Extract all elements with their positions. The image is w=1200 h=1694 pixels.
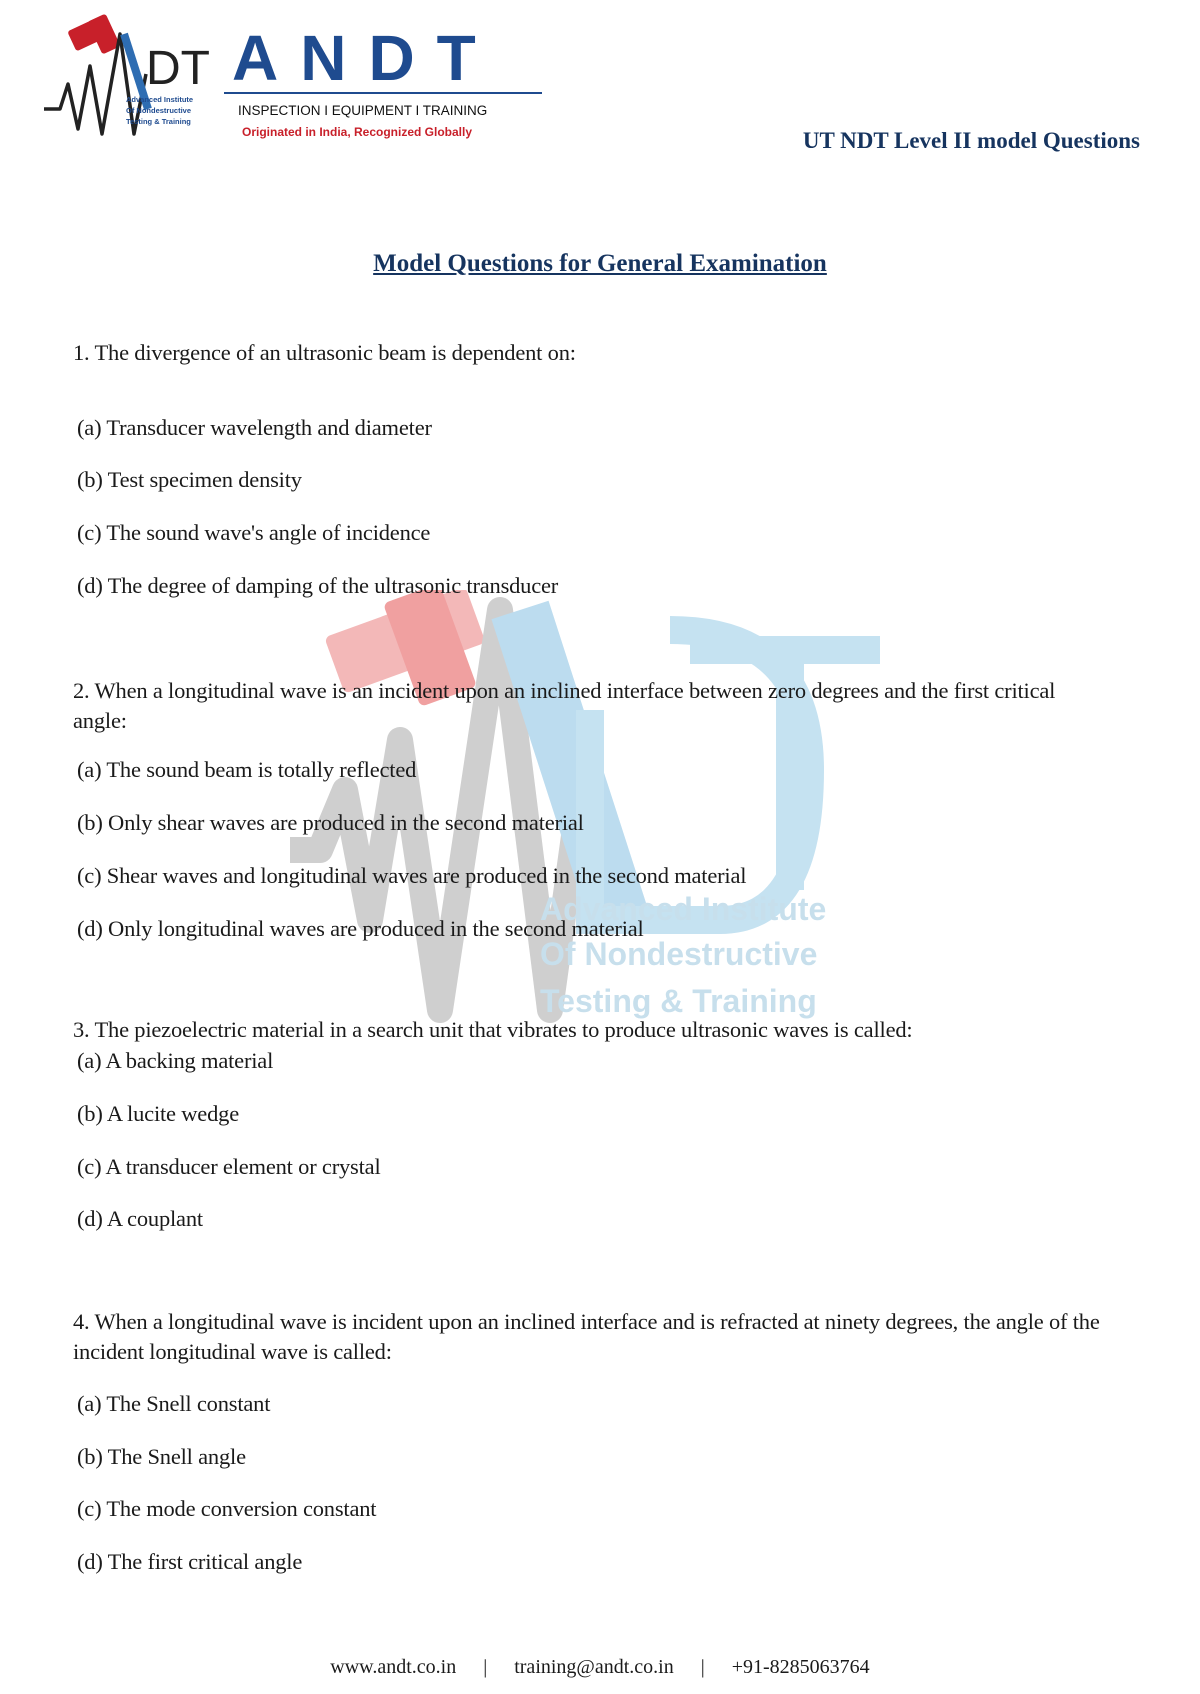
question-3-option-b: (b) A lucite wedge bbox=[77, 1101, 239, 1126]
footer-separator: | bbox=[700, 1656, 705, 1678]
question-4-option-d: (d) The first critical angle bbox=[77, 1549, 303, 1574]
footer-separator: | bbox=[483, 1656, 488, 1678]
page-title: Model Questions for General Examination bbox=[373, 250, 827, 277]
watermark-text-line-3: Testing & Training bbox=[540, 983, 817, 1019]
question-1-text: 1. The divergence of an ultrasonic beam is dependent on: bbox=[73, 340, 576, 365]
logo-institute-line-1: Advanced Institute bbox=[126, 95, 194, 104]
question-1-option-c: (c) The sound wave's angle of incidence bbox=[77, 520, 431, 545]
logo-slogan: Originated in India, Recognized Globally bbox=[242, 125, 473, 139]
question-2-option-b: (b) Only shear waves are produced in the second material bbox=[77, 810, 584, 835]
question-3-option-a: (a) A backing material bbox=[77, 1048, 274, 1073]
footer-email-link[interactable]: training@andt.co.in bbox=[514, 1656, 674, 1678]
logo-mark-text: DT bbox=[146, 42, 210, 95]
footer-phone: +91-8285063764 bbox=[731, 1656, 870, 1678]
question-2-option-d: (d) Only longitudinal waves are produced in the second material bbox=[77, 916, 644, 941]
logo-tagline: INSPECTION I EQUIPMENT I TRAINING bbox=[238, 103, 488, 118]
footer-website-link[interactable]: www.andt.co.in bbox=[330, 1656, 457, 1678]
document-label: UT NDT Level II model Questions bbox=[802, 128, 1140, 153]
logo-institute-line-3: Testing & Training bbox=[126, 117, 191, 126]
question-4-option-c: (c) The mode conversion constant bbox=[77, 1496, 377, 1521]
page-footer bbox=[0, 1656, 1200, 1679]
question-4-option-b: (b) The Snell angle bbox=[77, 1444, 246, 1469]
question-4-option-a: (a) The Snell constant bbox=[77, 1391, 271, 1416]
logo-institute-line-2: Of Nondestructive bbox=[126, 106, 192, 115]
question-1-option-d: (d) The degree of damping of the ultrasonic transducer bbox=[77, 573, 559, 598]
logo-brand-text: ANDT bbox=[232, 22, 498, 94]
question-3-text: 3. The piezoelectric material in a search unit that vibrates to produce ultrasonic waves is called: bbox=[73, 1017, 913, 1042]
question-2-option-c: (c) Shear waves and longitudinal waves are produced in the second material bbox=[77, 863, 747, 888]
watermark-text-line-1: Advanced Institute bbox=[540, 891, 827, 927]
question-2-option-a: (a) The sound beam is totally reflected bbox=[77, 757, 417, 782]
logo-mark bbox=[44, 14, 210, 134]
question-1-option-a: (a) Transducer wavelength and diameter bbox=[77, 415, 432, 440]
question-2-text: 2. When a longitudinal wave is an incident upon an inclined interface between zero degrees and the first critical angle: bbox=[73, 678, 1056, 733]
watermark-text-line-2: Of Nondestructive bbox=[540, 936, 818, 972]
andt-logo bbox=[42, 14, 542, 149]
question-4-text: 4. When a longitudinal wave is incident upon an inclined interface and is refracted at ninety degrees, the angle of the incident longitudinal wave is called: bbox=[73, 1309, 1100, 1364]
question-3-option-d: (d) A couplant bbox=[77, 1206, 203, 1231]
question-3-option-c: (c) A transducer element or crystal bbox=[77, 1154, 381, 1179]
question-1-option-b: (b) Test specimen density bbox=[77, 467, 302, 492]
